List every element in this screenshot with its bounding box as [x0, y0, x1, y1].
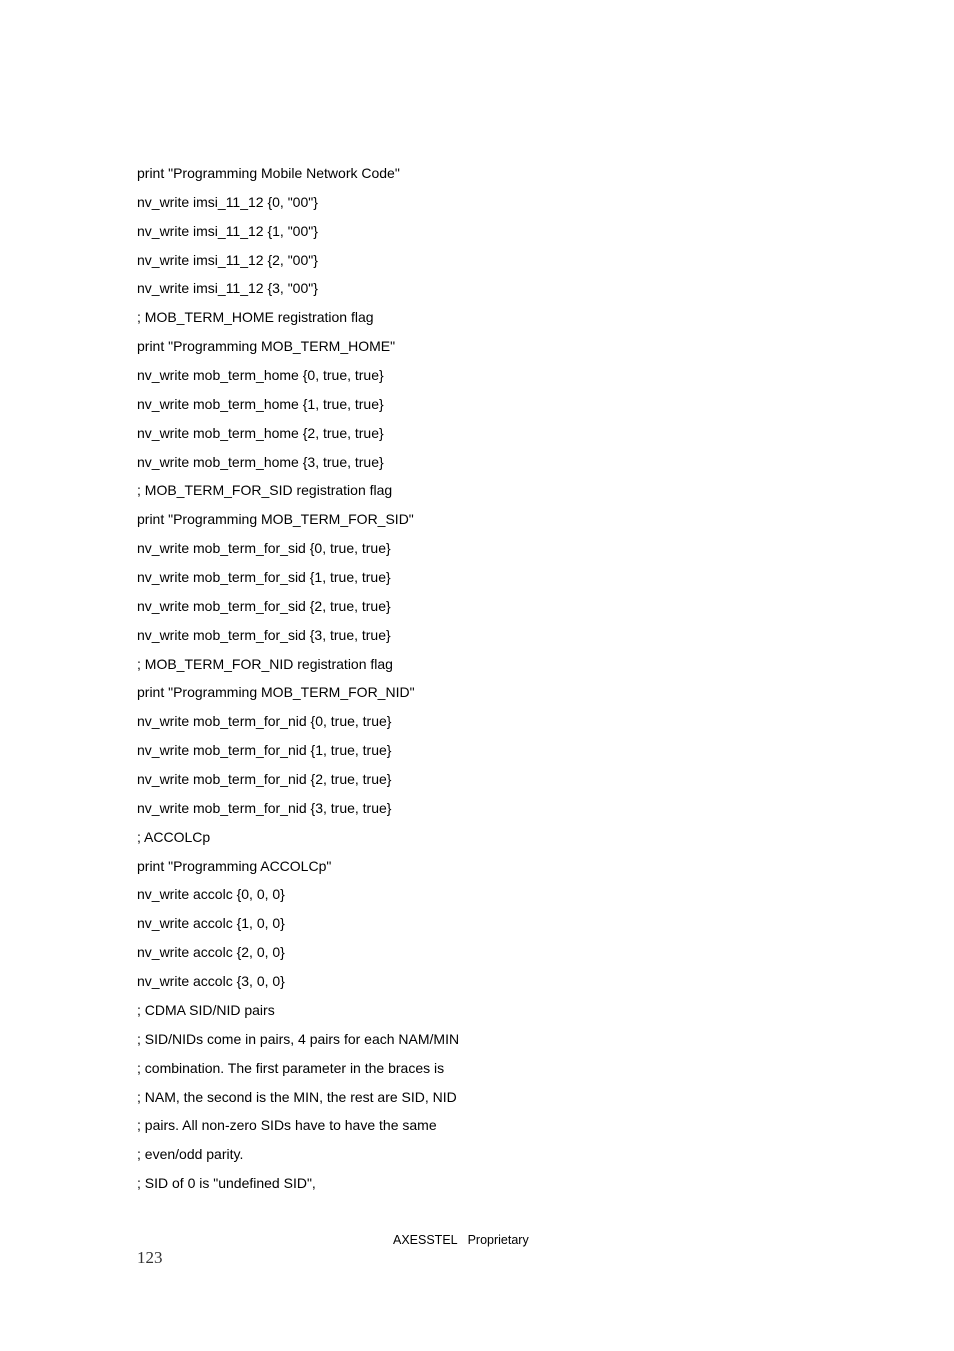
script-line: nv_write mob_term_for_nid {0, true, true}: [137, 713, 392, 730]
script-line: nv_write mob_term_home {2, true, true}: [137, 424, 384, 441]
script-line: nv_write imsi_11_12 {2, "00"}: [137, 251, 318, 268]
footer-proprietary-label: AXESSTEL Proprietary: [393, 1233, 529, 1247]
script-line: print "Programming ACCOLCp": [137, 857, 332, 874]
script-comment: ; NAM, the second is the MIN, the rest are SID, NID: [137, 1088, 457, 1105]
script-comment: ; even/odd parity.: [137, 1146, 244, 1163]
script-line: print "Programming MOB_TERM_FOR_SID": [137, 511, 414, 528]
script-line: nv_write mob_term_home {1, true, true}: [137, 395, 384, 412]
script-line: nv_write imsi_11_12 {1, "00"}: [137, 222, 318, 239]
script-line: nv_write accolc {3, 0, 0}: [137, 973, 285, 990]
script-line: print "Programming Mobile Network Code": [137, 165, 400, 181]
script-line: nv_write mob_term_for_nid {2, true, true}: [137, 771, 392, 788]
script-line: nv_write mob_term_for_sid {1, true, true}: [137, 569, 391, 586]
script-line: nv_write mob_term_for_sid {3, true, true}: [137, 626, 391, 643]
script-comment: ; MOB_TERM_FOR_SID registration flag: [137, 482, 393, 499]
script-comment: ; ACCOLCp: [137, 828, 211, 845]
script-comment: ; SID/NIDs come in pairs, 4 pairs for each NAM/MIN: [137, 1030, 460, 1047]
script-comment: ; MOB_TERM_FOR_NID registration flag: [137, 655, 393, 672]
script-comment: ; CDMA SID/NID pairs: [137, 1001, 275, 1018]
script-line: nv_write imsi_11_12 {0, "00"}: [137, 193, 318, 210]
script-line: nv_write accolc {0, 0, 0}: [137, 886, 285, 903]
script-line: print "Programming MOB_TERM_HOME": [137, 338, 396, 355]
script-line: print "Programming MOB_TERM_FOR_NID": [137, 684, 415, 701]
script-line: nv_write mob_term_for_sid {0, true, true}: [137, 540, 391, 557]
page-number: 123: [137, 1248, 163, 1267]
script-line: nv_write imsi_11_12 {3, "00"}: [137, 280, 318, 297]
script-comment: ; MOB_TERM_HOME registration flag: [137, 309, 374, 326]
script-line: nv_write mob_term_home {0, true, true}: [137, 367, 384, 384]
script-listing: [137, 163, 837, 1202]
script-line: nv_write mob_term_for_nid {3, true, true}: [137, 799, 392, 816]
script-comment: ; SID of 0 is "undefined SID",: [137, 1175, 316, 1192]
script-line: nv_write mob_term_home {3, true, true}: [137, 453, 384, 470]
script-line: nv_write accolc {1, 0, 0}: [137, 915, 285, 932]
script-line: nv_write mob_term_for_nid {1, true, true}: [137, 742, 392, 759]
script-line: nv_write mob_term_for_sid {2, true, true}: [137, 597, 391, 614]
script-comment: ; pairs. All non-zero SIDs have to have the same: [137, 1117, 437, 1134]
script-comment: ; combination. The first parameter in the braces is: [137, 1059, 445, 1076]
script-line: nv_write accolc {2, 0, 0}: [137, 944, 285, 961]
